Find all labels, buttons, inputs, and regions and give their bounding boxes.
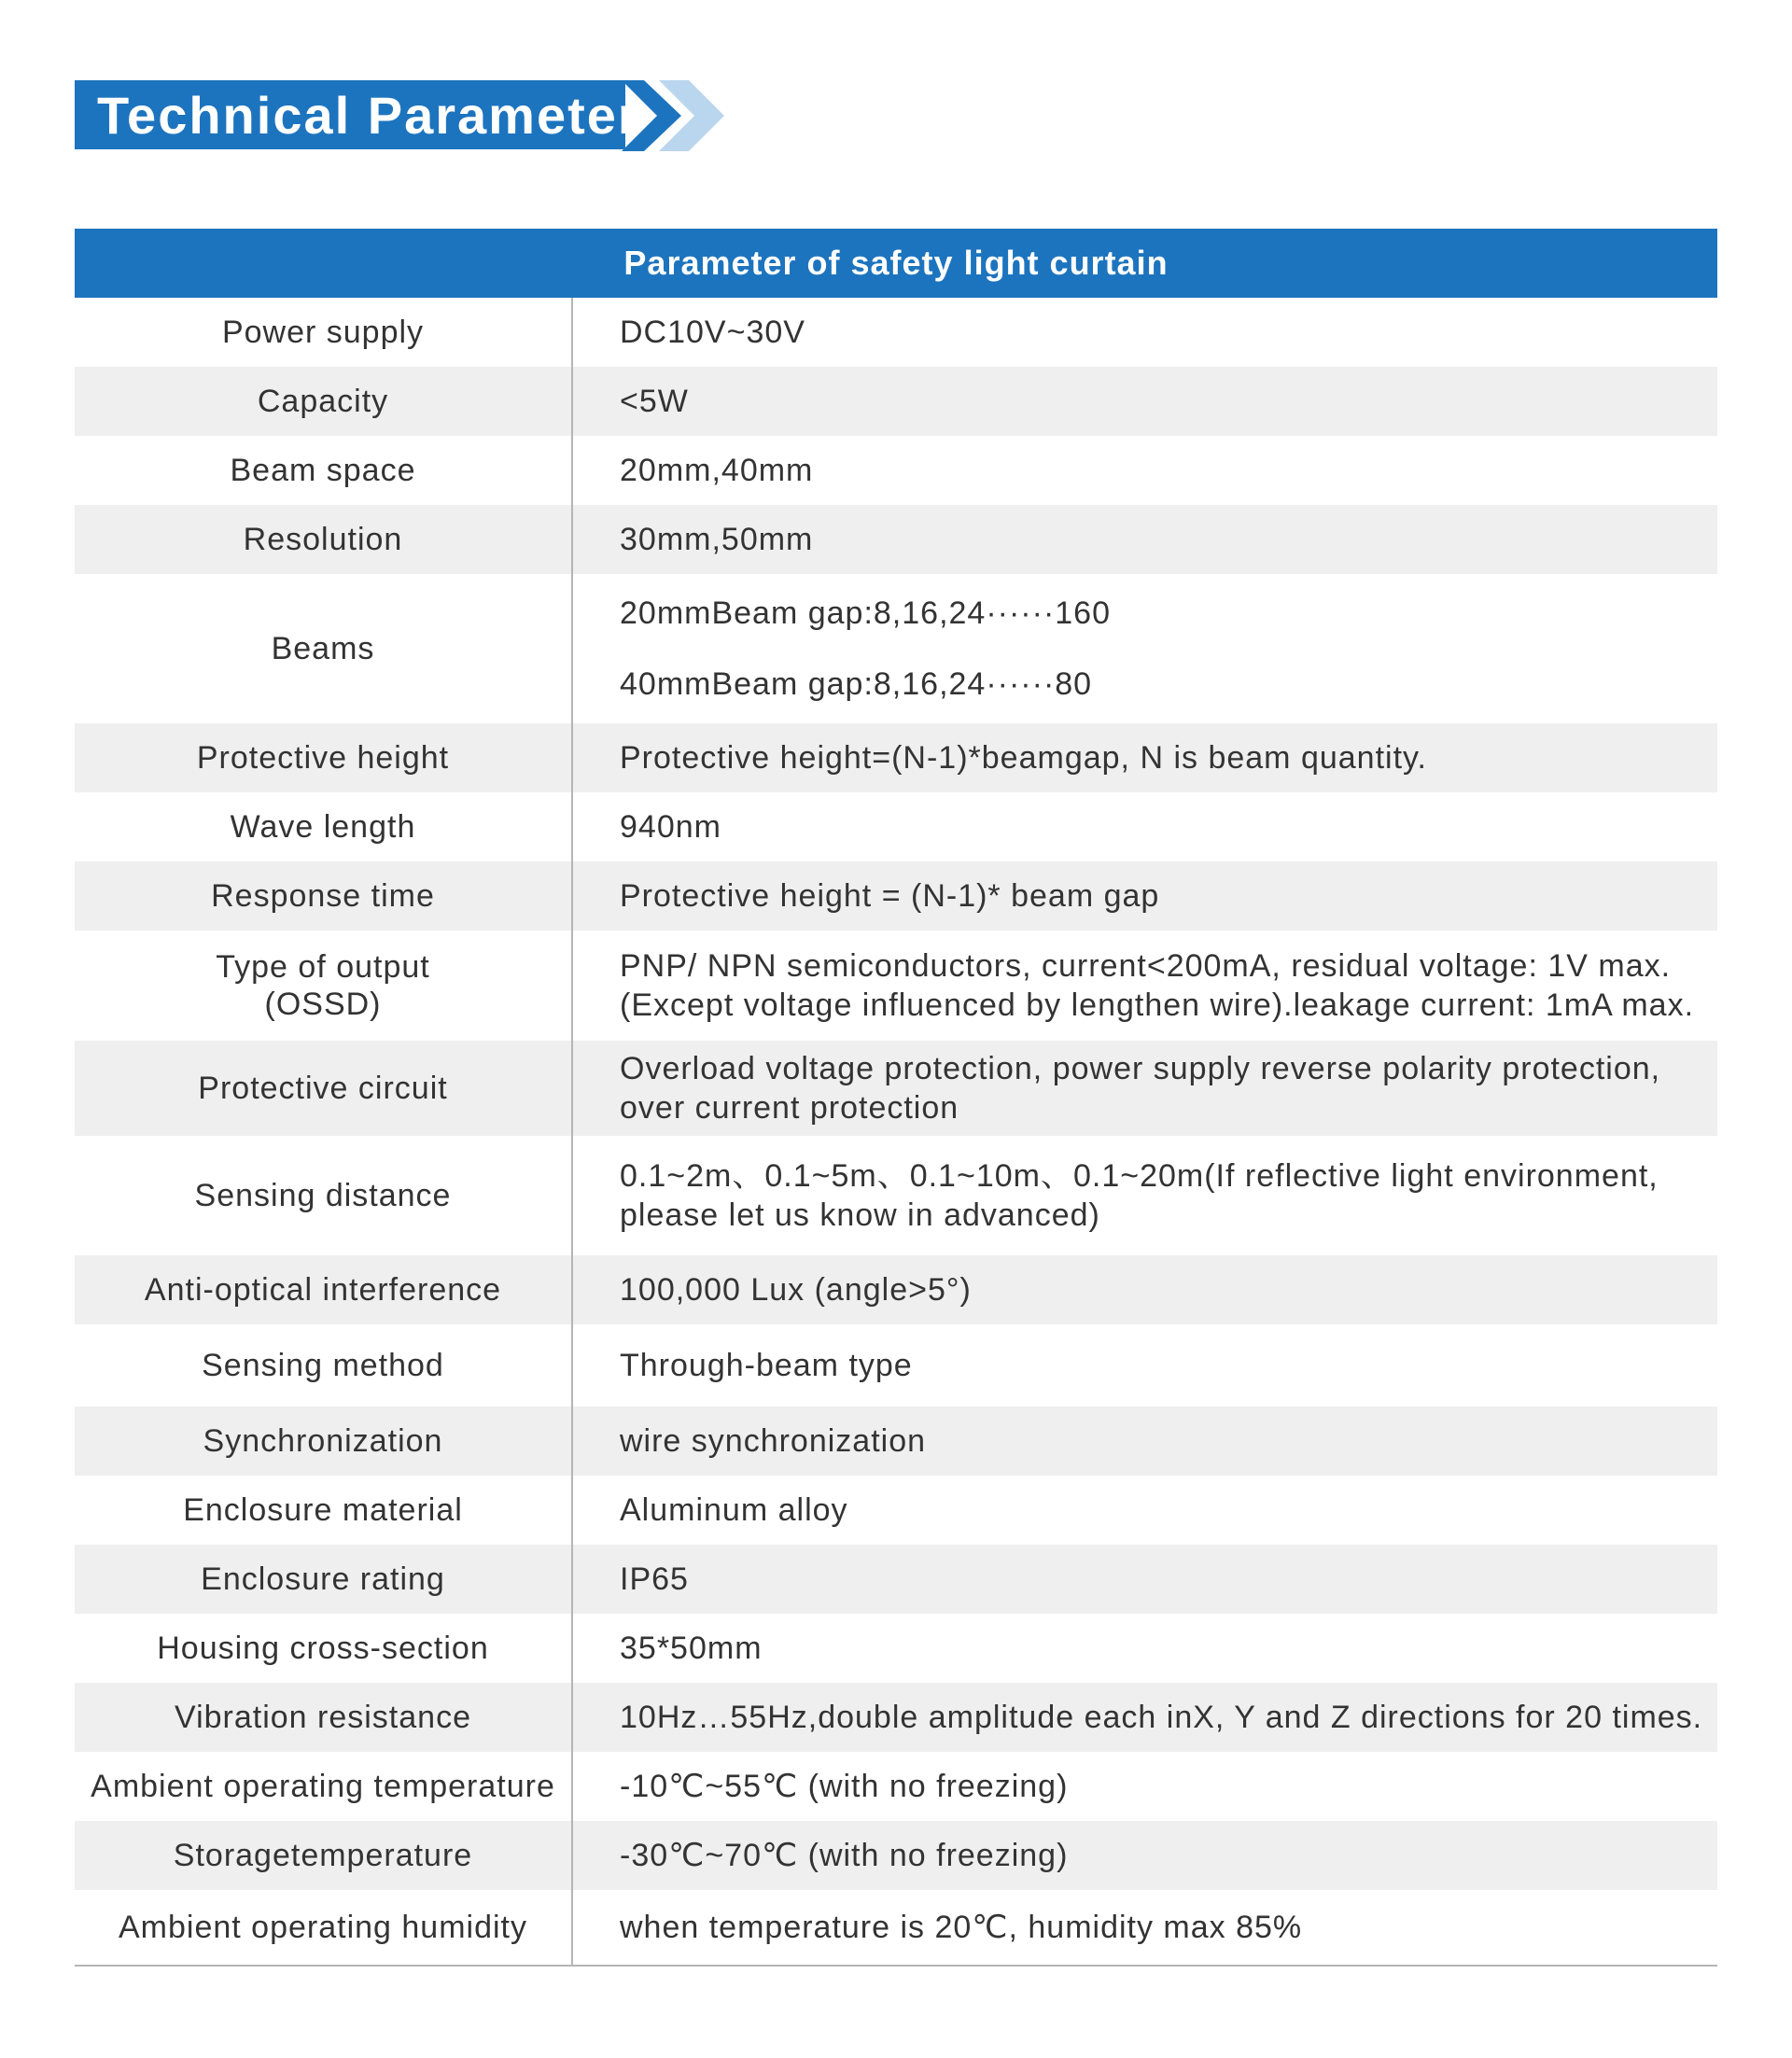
parameter-value-line: 940nm — [620, 809, 721, 845]
parameter-value-line: 30mm,50mm — [620, 522, 814, 557]
parameter-label: Capacity — [75, 367, 573, 436]
parameter-value-line: <5W — [620, 384, 689, 419]
section-title: Technical Parameter — [97, 85, 640, 145]
table-row — [75, 1752, 1717, 1821]
parameter-value — [573, 792, 1717, 861]
parameter-value-line: 100,000 Lux (angle>5°) — [620, 1272, 972, 1308]
parameter-value — [573, 1324, 1717, 1407]
parameter-label: Resolution — [75, 505, 573, 574]
table-row — [75, 574, 1717, 723]
parameter-value-line: 0.1~2m、0.1~5m、0.1~10m、0.1~20m(If reflective light environment, — [620, 1158, 1659, 1194]
parameter-value-line: 35*50mm — [620, 1631, 763, 1666]
parameter-value — [573, 1407, 1717, 1476]
parameter-value — [573, 1041, 1717, 1136]
table-row — [75, 1821, 1717, 1890]
parameter-label: Enclosure rating — [75, 1545, 573, 1614]
table-row — [75, 436, 1717, 505]
table-row — [75, 792, 1717, 861]
table-row — [75, 1683, 1717, 1752]
parameter-value-line: Overload voltage protection, power supply reverse polarity protection, — [620, 1051, 1661, 1086]
parameter-label: Power supply — [75, 298, 573, 367]
parameter-value-line: (Except voltage influenced by lengthen wire).leakage current: 1mA max. — [620, 987, 1695, 1023]
parameter-value — [573, 1545, 1717, 1614]
parameter-value-line: DC10V~30V — [620, 315, 805, 350]
parameter-value — [573, 574, 1717, 723]
parameter-value-line: -30℃~70℃ (with no freezing) — [620, 1838, 1069, 1873]
parameter-value-line: Protective height = (N-1)* beam gap — [620, 878, 1160, 914]
parameter-value — [573, 1890, 1717, 1965]
parameter-value-line: PNP/ NPN semiconductors, current<200mA, residual voltage: 1V max. — [620, 948, 1672, 984]
parameter-value — [573, 1136, 1717, 1255]
table-header: Parameter of safety light curtain — [75, 229, 1717, 298]
parameter-value — [573, 1752, 1717, 1821]
parameter-label: Beam space — [75, 436, 573, 505]
parameter-value — [573, 1255, 1717, 1324]
parameter-label: Anti-optical interference — [75, 1255, 573, 1324]
table-row — [75, 861, 1717, 931]
parameter-value — [573, 436, 1717, 505]
parameter-label: Ambient operating humidity — [75, 1890, 573, 1965]
table-bottom-rule — [75, 1965, 1717, 1967]
table-row — [75, 1255, 1717, 1324]
parameter-label: Protective height — [75, 723, 573, 792]
parameter-value — [573, 298, 1717, 367]
table-row — [75, 1136, 1717, 1255]
parameter-label: Wave length — [75, 792, 573, 861]
parameter-label: Synchronization — [75, 1407, 573, 1476]
parameter-value — [573, 1476, 1717, 1545]
parameter-label: Type of output (OSSD) — [75, 931, 573, 1041]
table-row — [75, 505, 1717, 574]
parameter-value — [573, 1821, 1717, 1890]
parameter-label: Storagetemperature — [75, 1821, 573, 1890]
table-row — [75, 367, 1717, 436]
parameter-value — [573, 1614, 1717, 1683]
table-row — [75, 1890, 1717, 1965]
parameter-value — [573, 723, 1717, 792]
parameter-value-line: wire synchronization — [620, 1423, 927, 1459]
parameter-table — [75, 229, 1717, 1967]
parameter-value-line: IP65 — [620, 1561, 689, 1597]
parameter-value-line: Protective height=(N-1)*beamgap, N is beam quantity. — [620, 740, 1427, 776]
table-row — [75, 1545, 1717, 1614]
parameter-value-line: please let us know in advanced) — [620, 1197, 1100, 1233]
table-row — [75, 1407, 1717, 1476]
double-chevron-right-icon — [622, 80, 790, 151]
parameter-label: Housing cross-section — [75, 1614, 573, 1683]
section-title-box — [75, 80, 640, 149]
parameter-label: Ambient operating temperature — [75, 1752, 573, 1821]
table-row — [75, 1614, 1717, 1683]
table-row — [75, 723, 1717, 792]
parameter-value — [573, 505, 1717, 574]
parameter-label: Sensing distance — [75, 1136, 573, 1255]
parameter-value-line: Aluminum alloy — [620, 1492, 848, 1528]
parameter-value — [573, 1683, 1717, 1752]
section-title-banner — [75, 80, 728, 151]
parameter-label: Vibration resistance — [75, 1683, 573, 1752]
parameter-value-line: 20mmBeam gap:8,16,24······160 — [620, 595, 1112, 631]
parameter-value — [573, 861, 1717, 931]
parameter-label: Beams — [75, 574, 573, 723]
table-body — [75, 298, 1717, 1965]
table-row — [75, 1324, 1717, 1407]
parameter-value-line: when temperature is 20℃, humidity max 85% — [620, 1910, 1303, 1945]
parameter-label: Response time — [75, 861, 573, 931]
parameter-label: Protective circuit — [75, 1041, 573, 1136]
parameter-value-line: Through-beam type — [620, 1348, 913, 1383]
parameter-value-line: 40mmBeam gap:8,16,24······80 — [620, 666, 1093, 702]
parameter-value-line: 20mm,40mm — [620, 453, 814, 488]
parameter-value-line: -10℃~55℃ (with no freezing) — [620, 1769, 1069, 1804]
parameter-value — [573, 367, 1717, 436]
parameter-value — [573, 931, 1717, 1041]
parameter-label: Sensing method — [75, 1324, 573, 1407]
table-row — [75, 1476, 1717, 1545]
parameter-label: Enclosure material — [75, 1476, 573, 1545]
table-row — [75, 1041, 1717, 1136]
parameter-value-line: 10Hz…55Hz,double amplitude each inX, Y and Z directions for 20 times. — [620, 1700, 1703, 1735]
table-row — [75, 298, 1717, 367]
table-row — [75, 931, 1717, 1041]
parameter-value-line: over current protection — [620, 1090, 959, 1126]
